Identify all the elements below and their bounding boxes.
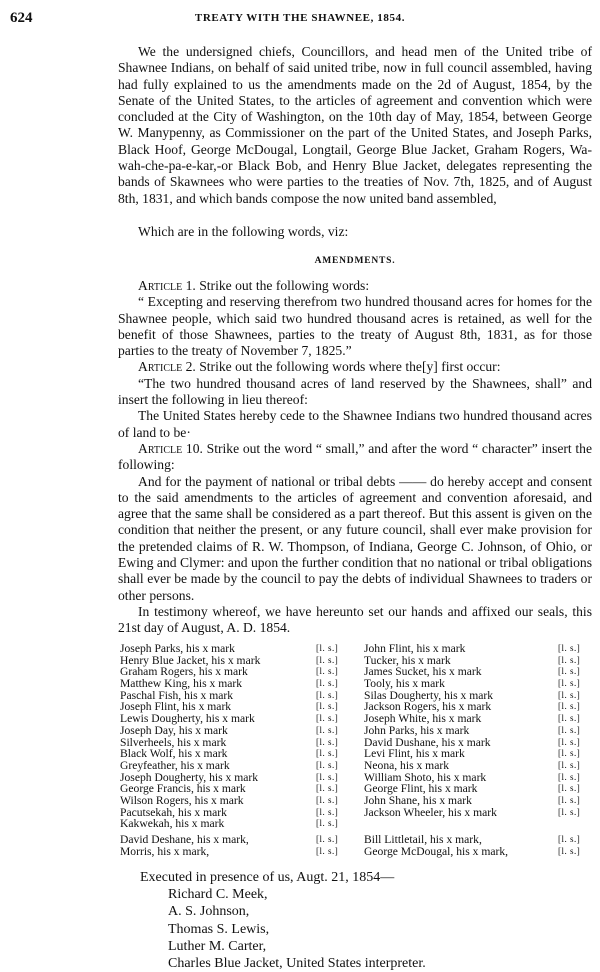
signature-row xyxy=(120,795,592,807)
signer-name-left: David Deshane, his x mark, xyxy=(120,833,249,846)
amendments-heading: AMENDMENTS. xyxy=(314,256,396,266)
signer-name-right: John Parks, his x mark xyxy=(364,723,470,737)
signer-name-right: Jackson Wheeler, his x mark xyxy=(364,805,497,819)
seal-mark: [l. s.] xyxy=(558,794,581,805)
signature-row xyxy=(120,643,592,655)
seal-mark: [l. s.] xyxy=(316,806,339,817)
signer-name-left: Pacutsekah, his x mark xyxy=(120,805,227,819)
signer-name-right: Neona, his x mark xyxy=(364,758,450,772)
article-10-instruction xyxy=(118,441,592,474)
signer-name-right: Joseph White, his x mark xyxy=(364,712,482,726)
seal-mark: [l. s.] xyxy=(558,643,581,653)
seal-mark: [l. s.] xyxy=(316,783,339,794)
seal-mark: [l. s.] xyxy=(558,783,581,794)
signer-name-left: Greyfeather, his x mark xyxy=(120,758,230,772)
article-2-insert: The United States hereby cede to the Shawnee Indians two hundred thousand acres of land to be· xyxy=(118,408,592,440)
seal-mark: [l. s.] xyxy=(316,771,339,782)
article-1-text: Strike out the following words: xyxy=(199,278,370,293)
seal-mark: [l. s.] xyxy=(316,818,339,829)
seal-mark: [l. s.] xyxy=(316,713,339,724)
which-are-block xyxy=(118,224,592,240)
seal-mark: [l. s.] xyxy=(316,724,339,735)
page-number: 624 xyxy=(10,10,33,26)
seal-mark: [l. s.] xyxy=(316,666,339,677)
signer-name-left: Wilson Rogers, his x mark xyxy=(120,793,244,807)
signer-name-left: George Francis, his x mark xyxy=(120,782,246,796)
witness-name: Thomas S. Lewis, xyxy=(168,921,270,937)
seal-mark: [l. s.] xyxy=(316,759,339,770)
seal-mark: [l. s.] xyxy=(558,834,581,844)
seal-mark: [l. s.] xyxy=(558,759,581,770)
signer-name-right: Jackson Rogers, his x mark xyxy=(364,700,492,714)
seal-mark: [l. s.] xyxy=(558,771,581,782)
signer-name-right: David Dushane, his x mark xyxy=(364,735,491,749)
seal-mark: [l. s.] xyxy=(316,736,339,747)
signature-row xyxy=(120,818,592,830)
testimony-paragraph: In testimony whereof, we have hereunto set our hands and affixed our seals, this 21st day of August, A. D. 1854. xyxy=(118,603,592,636)
signer-name-right: George Flint, his x mark xyxy=(364,782,478,796)
signer-name-left: Morris, his x mark, xyxy=(120,844,210,858)
seal-mark: [l. s.] xyxy=(558,654,581,665)
seal-mark: [l. s.] xyxy=(558,748,581,759)
signer-name-left: Matthew King, his x mark xyxy=(120,677,243,691)
signature-row xyxy=(120,834,592,846)
seal-mark: [l. s.] xyxy=(558,845,581,856)
intro-paragraph-block xyxy=(118,44,592,207)
signer-name-right: Levi Flint, his x mark xyxy=(364,747,465,761)
signer-name-right: Tucker, his x mark xyxy=(364,653,451,667)
signature-row xyxy=(120,846,592,858)
article-2-text: Strike out the following words where the[y] first occur: xyxy=(199,359,501,375)
signer-name-left: Joseph Parks, his x mark xyxy=(120,642,235,655)
seal-mark: [l. s.] xyxy=(316,654,339,665)
signer-name-right: John Shane, his x mark xyxy=(364,793,472,807)
article-2-quote: “The two hundred thousand acres of land reserved by the Shawnees, shall” and insert the following in lieu thereof: xyxy=(118,375,592,408)
signer-name-left: Lewis Dougherty, his x mark xyxy=(120,712,255,726)
signer-name-right: John Flint, his x mark xyxy=(364,642,466,655)
article-1-quote: “ Excepting and reserving therefrom two hundred thousand acres for homes for the Shawnee people, which said two hundred thousand acres is retained, as well for the benefit of those Shawnees, parties to the treaty of August 8th, 1831, as for those parties to the treaty of November 7, 1825.” xyxy=(118,294,592,359)
witness-intro: Executed in presence of us, Augt. 21, 1854— xyxy=(140,870,395,885)
witness-block xyxy=(140,869,426,972)
signer-name-left: Graham Rogers, his x mark xyxy=(120,665,248,679)
witness-name: A. S. Johnson, xyxy=(168,904,250,920)
seal-mark: [l. s.] xyxy=(558,678,581,689)
signer-name-right: Tooly, his x mark xyxy=(364,677,445,691)
article-1-label: Article 1. xyxy=(138,278,196,293)
signer-name-right: George McDougal, his x mark, xyxy=(364,844,509,858)
signer-name-left: Henry Blue Jacket, his x mark xyxy=(120,653,261,667)
seal-mark: [l. s.] xyxy=(316,689,339,700)
seal-mark: [l. s.] xyxy=(316,701,339,712)
seal-mark: [l. s.] xyxy=(558,689,581,700)
seal-mark: [l. s.] xyxy=(316,845,339,856)
article-1-instruction xyxy=(118,278,592,294)
article-10-insert: And for the payment of national or tribal debts —— do hereby accept and consent to the said amendments to the articles of agreement and convention aforesaid, and agree that the same shall be considered as a part thereof. But this assent is given on the condition that neither the present, or any future council, shall ever make provision for the pretended claims of R. W. Thompson, of Indiana, George C. Johnson, of Ohio, or Ewing and Clymer: and upon the further condition that no national or tribal obligations shall ever be made by the council to pay the debts of individual Shawnees to traders or other persons. xyxy=(118,473,592,603)
seal-mark: [l. s.] xyxy=(558,806,581,817)
signer-name-left: Silverheels, his x mark xyxy=(120,735,227,749)
signer-name-left: Joseph Day, his x mark xyxy=(120,723,228,737)
signer-name-left: Kakwekah, his x mark xyxy=(120,817,225,831)
signature-row xyxy=(120,760,592,772)
seal-mark: [l. s.] xyxy=(316,794,339,805)
article-10-text: Strike out the word “ small,” and after the word “ character” insert the following: xyxy=(118,440,592,473)
running-head: TREATY WITH THE SHAWNEE, 1854. xyxy=(194,12,406,24)
seal-mark: [l. s.] xyxy=(558,713,581,724)
seal-mark: [l. s.] xyxy=(558,701,581,712)
intro-paragraph: We the undersigned chiefs, Councillors, and head men of the United tribe of Shawnee Indians, on behalf of said united tribe, now in full council assembled, having had fully explained to us the amendments made on the 2d of August, 1854, by the Senate of the United States, to the articles of agreement and convention which were concluded at the City of Washington, on the 10th day of May, 1854, between George W. Manypenny, as Commissioner on the part of the United States, and Joseph Parks, Black Hoof, George McDougal, Longtail, George Blue Jacket, Graham Rogers, Wa-wah-che-pa-e-kar,-or Black Bob, and Henry Blue Jacket, delegates representing the bands of Skawnees who were parties to the treaties of Nov. 7th, 1825, and of August 8th, 1831, and which bands compose the now united band assembled, xyxy=(118,44,592,206)
seal-mark: [l. s.] xyxy=(316,834,339,844)
article-2-instruction xyxy=(118,359,592,375)
witness-name: Luther M. Carter, xyxy=(168,938,267,954)
signer-name-left: Black Wolf, his x mark xyxy=(120,747,228,761)
signer-name-right: Silas Dougherty, his x mark xyxy=(364,688,494,702)
seal-mark: [l. s.] xyxy=(558,736,581,747)
signature-row xyxy=(120,678,592,690)
seal-mark: [l. s.] xyxy=(558,724,581,735)
seal-mark: [l. s.] xyxy=(316,643,339,653)
seal-mark: [l. s.] xyxy=(316,678,339,689)
signer-name-right: William Shoto, his x mark xyxy=(364,770,487,784)
signature-list xyxy=(120,643,592,857)
article-10-label: Article 10. xyxy=(138,440,203,456)
seal-mark: [l. s.] xyxy=(558,666,581,677)
signer-name-right: James Sucket, his x mark xyxy=(364,665,482,679)
which-are-line: Which are in the following words, viz: xyxy=(138,224,349,239)
article-2-label: Article 2. xyxy=(138,359,196,375)
witness-name: Charles Blue Jacket, United States interpreter. xyxy=(168,956,426,972)
signer-name-left: Paschal Fish, his x mark xyxy=(120,688,234,702)
signer-name-left: Joseph Dougherty, his x mark xyxy=(120,770,259,784)
amendments-body xyxy=(118,278,592,637)
seal-mark: [l. s.] xyxy=(316,748,339,759)
signer-name-left: Joseph Flint, his x mark xyxy=(120,700,232,714)
page-header xyxy=(10,10,590,30)
signature-row xyxy=(120,725,592,737)
witness-name: Richard C. Meek, xyxy=(168,887,268,903)
signer-name-right: Bill Littletail, his x mark, xyxy=(364,833,482,846)
